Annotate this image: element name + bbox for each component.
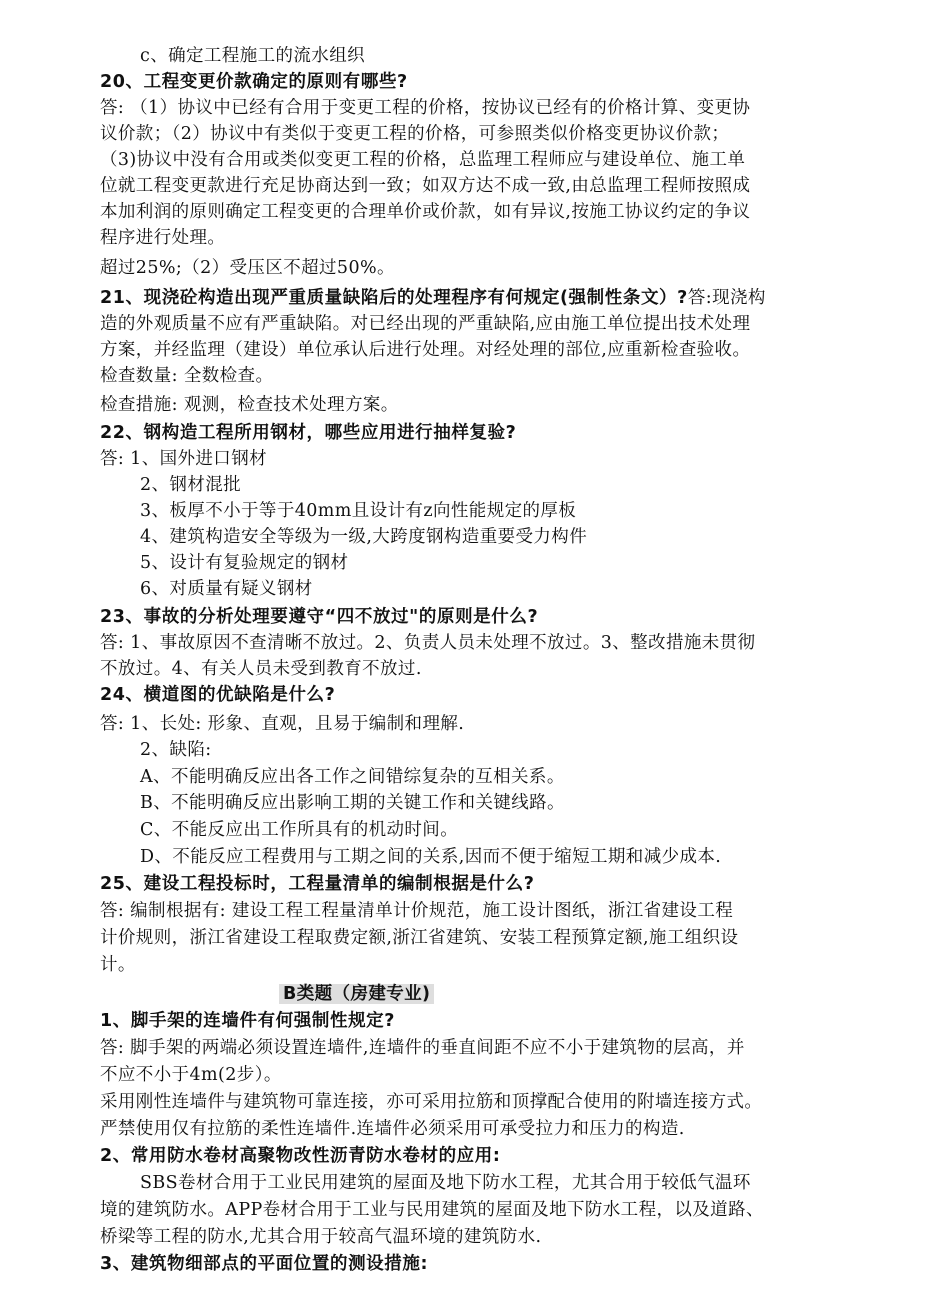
text-line: 议价款；（2）协议中有类似于变更工程的价格，可参照类似价格变更协议价款；	[100, 124, 730, 144]
list-item: C、不能反应出工作所具有的机动时间。	[140, 820, 459, 840]
text-line: 超过25%;（2）受压区不超过50%。	[100, 258, 395, 278]
text-line: 境的建筑防水。APP卷材合用于工业与民用建筑的屋面及地下防水工程，以及道路、	[100, 1200, 764, 1220]
list-item: 答: 1、国外进口钢材	[100, 449, 267, 469]
text-line: （3)协议中没有合用或类似变更工程的价格，总监理工程师应与建设单位、施工单	[100, 150, 746, 170]
list-item: 3、板厚不小于等于40mm且设计有z向性能规定的厚板	[140, 501, 577, 521]
question-heading: 3、建筑物细部点的平面位置的测设措施:	[100, 1254, 429, 1274]
section-title	[279, 981, 434, 1007]
section-title-text: B类题（房建专业)	[279, 984, 434, 1004]
text-line: 严禁使用仅有拉筋的柔性连墙件.连墙件必须采用可承受拉力和压力的构造.	[100, 1119, 685, 1139]
text-line: 不应不小于4m(2步）。	[100, 1065, 282, 1085]
question-heading: 21、现浇砼构造出现严重质量缺陷后的处理程序有何规定(强制性条文）?	[100, 288, 688, 308]
text-line: 检查措施: 观测，检查技术处理方案。	[100, 395, 399, 415]
question-heading: 22、钢构造工程所用钢材，哪些应用进行抽样复验?	[100, 423, 517, 443]
text-line: c、确定工程施工的流水组织	[140, 46, 366, 66]
text-line: 计价规则，浙江省建设工程取费定额,浙江省建筑、安装工程预算定额,施工组织设	[100, 928, 739, 948]
list-item: 5、设计有复验规定的钢材	[140, 553, 349, 573]
question-line	[100, 285, 766, 311]
text-line: 方案，并经监理（建设）单位承认后进行处理。对经处理的部位,应重新检查验收。	[100, 340, 751, 360]
text-line: 程序进行处理。	[100, 228, 226, 248]
text-line: 造的外观质量不应有严重缺陷。对已经出现的严重缺陷,应由施工单位提出技术处理	[100, 314, 751, 334]
answer-start: 答:现浇构	[687, 288, 766, 308]
list-item: 2、钢材混批	[140, 475, 242, 495]
list-item: 2、缺陷:	[140, 740, 212, 760]
question-heading: 2、常用防水卷材高聚物改性沥青防水卷材的应用:	[100, 1146, 501, 1166]
text-line: 答: 脚手架的两端必须设置连墙件,连墙件的垂直间距不应不小于建筑物的层高，并	[100, 1038, 745, 1058]
question-heading: 23、事故的分析处理要遵守“四不放过"的原则是什么?	[100, 607, 539, 627]
text-line: 不放过。4、有关人员未受到教育不放过.	[100, 659, 422, 679]
list-item: A、不能明确反应出各工作之间错综复杂的互相关系。	[140, 767, 565, 787]
text-line: 桥梁等工程的防水,尤其合用于较高气温环境的建筑防水.	[100, 1227, 542, 1247]
text-line: 计。	[100, 955, 136, 975]
question-heading: 25、建设工程投标时，工程量清单的编制根据是什么?	[100, 874, 535, 894]
question-heading: 20、工程变更价款确定的原则有哪些?	[100, 72, 408, 92]
list-item: D、不能反应工程费用与工期之间的关系,因而不便于缩短工期和减少成本.	[140, 847, 722, 867]
list-item: 6、对质量有疑义钢材	[140, 579, 313, 599]
text-line: SBS卷材合用于工业民用建筑的屋面及地下防水工程，尤其合用于较低气温环	[140, 1173, 751, 1193]
question-heading: 24、横道图的优缺陷是什么?	[100, 685, 336, 705]
text-line: 答: 1、事故原因不查清晰不放过。2、负责人员未处理不放过。3、整改措施未贯彻	[100, 633, 756, 653]
text-line: 位就工程变更款进行充足协商达到一致；如双方达不成一致,由总监理工程师按照成	[100, 176, 751, 196]
text-line: 答: 编制根据有: 建设工程工程量清单计价规范，施工设计图纸，浙江省建设工程	[100, 901, 734, 921]
text-line: 答: 1、长处: 形象、直观，且易于编制和理解.	[100, 714, 465, 734]
list-item: B、不能明确反应出影响工期的关键工作和关键线路。	[140, 793, 565, 813]
text-line: 检查数量: 全数检查。	[100, 366, 274, 386]
text-line: 本加利润的原则确定工程变更的合理单价或价款，如有异议,按施工协议约定的争议	[100, 202, 751, 222]
text-line: 采用刚性连墙件与建筑物可靠连接，亦可采用拉筋和顶撑配合使用的附墙连接方式。	[100, 1092, 763, 1112]
text-line: 答: （1）协议中已经有合用于变更工程的价格，按协议已经有的价格计算、变更协	[100, 98, 751, 118]
list-item: 4、建筑构造安全等级为一级,大跨度钢构造重要受力构件	[140, 527, 588, 547]
question-heading: 1、脚手架的连墙件有何强制性规定?	[100, 1011, 396, 1031]
